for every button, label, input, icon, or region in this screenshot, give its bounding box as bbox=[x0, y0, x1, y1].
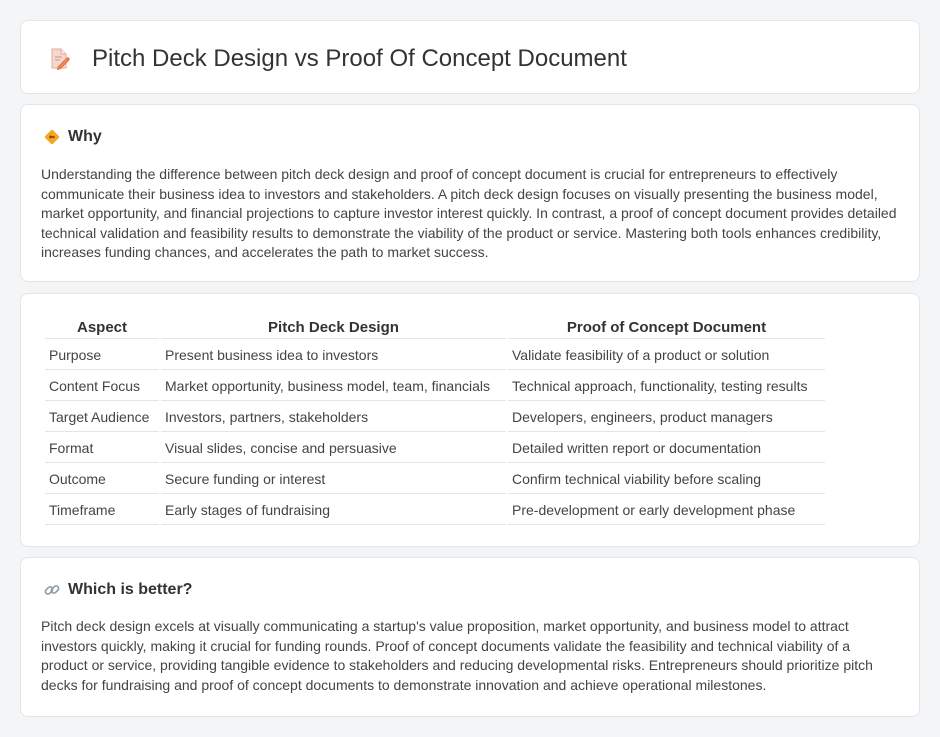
why-text: Understanding the difference between pitch deck design and proof of concept document is crucial for entrepreneurs to effectively communicate their business idea to investors and stakeholders. A pitch deck design focuses on visually presenting the business model, market opportunity, and financial projections to capture investor interest quickly. In contrast, a proof of concept document provides detailed technical validation and feasibility results to demonstrate the viability of the product or service. Mastering both tools enhances credibility, increases funding chances, and accelerates the path to market success. bbox=[41, 166, 897, 260]
table-row bbox=[45, 341, 825, 370]
aspect-cell: Format bbox=[45, 434, 159, 463]
comparison-table bbox=[43, 315, 827, 527]
aspect-cell: Target Audience bbox=[45, 403, 159, 432]
header-aspect: Aspect bbox=[45, 317, 159, 339]
diamond-arrows-icon bbox=[43, 128, 61, 146]
link-icon bbox=[43, 581, 61, 599]
proof-of-concept-cell: Validate feasibility of a product or solution bbox=[508, 341, 825, 370]
table-row bbox=[45, 372, 825, 401]
document-pencil-icon bbox=[47, 47, 71, 71]
pitch-deck-cell: Investors, partners, stakeholders bbox=[161, 403, 506, 432]
aspect-cell: Content Focus bbox=[45, 372, 159, 401]
pitch-deck-cell: Present business idea to investors bbox=[161, 341, 506, 370]
proof-of-concept-cell: Detailed written report or documentation bbox=[508, 434, 825, 463]
proof-of-concept-cell: Pre-development or early development phase bbox=[508, 496, 825, 525]
aspect-cell: Timeframe bbox=[45, 496, 159, 525]
better-text: Pitch deck design excels at visually communicating a startup's value proposition, market opportunity, and business model to attract investors quickly, making it crucial for funding rounds. Proof of concept documents validate the feasibility and technical viability of a product or service, providing tangible evidence to stakeholders and reducing developmental risks. Entrepreneurs should prioritize pitch decks for fundraising and proof of concept documents to demonstrate innovation and achieve operational milestones. bbox=[41, 618, 873, 693]
header-proof-of-concept: Proof of Concept Document bbox=[508, 317, 825, 339]
pitch-deck-cell: Secure funding or interest bbox=[161, 465, 506, 494]
header-card bbox=[20, 20, 920, 94]
pitch-deck-cell: Visual slides, concise and persuasive bbox=[161, 434, 506, 463]
comparison-section bbox=[20, 293, 920, 547]
table-row bbox=[45, 434, 825, 463]
better-heading-row bbox=[43, 580, 192, 600]
aspect-cell: Outcome bbox=[45, 465, 159, 494]
table-row bbox=[45, 403, 825, 432]
proof-of-concept-cell: Technical approach, functionality, testing results bbox=[508, 372, 825, 401]
header-pitch-deck: Pitch Deck Design bbox=[161, 317, 506, 339]
pitch-deck-cell: Market opportunity, business model, team, financials bbox=[161, 372, 506, 401]
aspect-cell: Purpose bbox=[45, 341, 159, 370]
table-row bbox=[45, 496, 825, 525]
why-heading-row bbox=[43, 127, 102, 147]
proof-of-concept-cell: Confirm technical viability before scaling bbox=[508, 465, 825, 494]
which-is-better-section bbox=[20, 557, 920, 717]
table-row bbox=[45, 465, 825, 494]
page-title: Pitch Deck Design vs Proof Of Concept Document bbox=[92, 45, 627, 72]
pitch-deck-cell: Early stages of fundraising bbox=[161, 496, 506, 525]
table-header-row bbox=[45, 317, 825, 339]
why-section bbox=[20, 104, 920, 282]
better-heading: Which is better? bbox=[68, 581, 193, 598]
proof-of-concept-cell: Developers, engineers, product managers bbox=[508, 403, 825, 432]
why-heading: Why bbox=[68, 128, 102, 145]
